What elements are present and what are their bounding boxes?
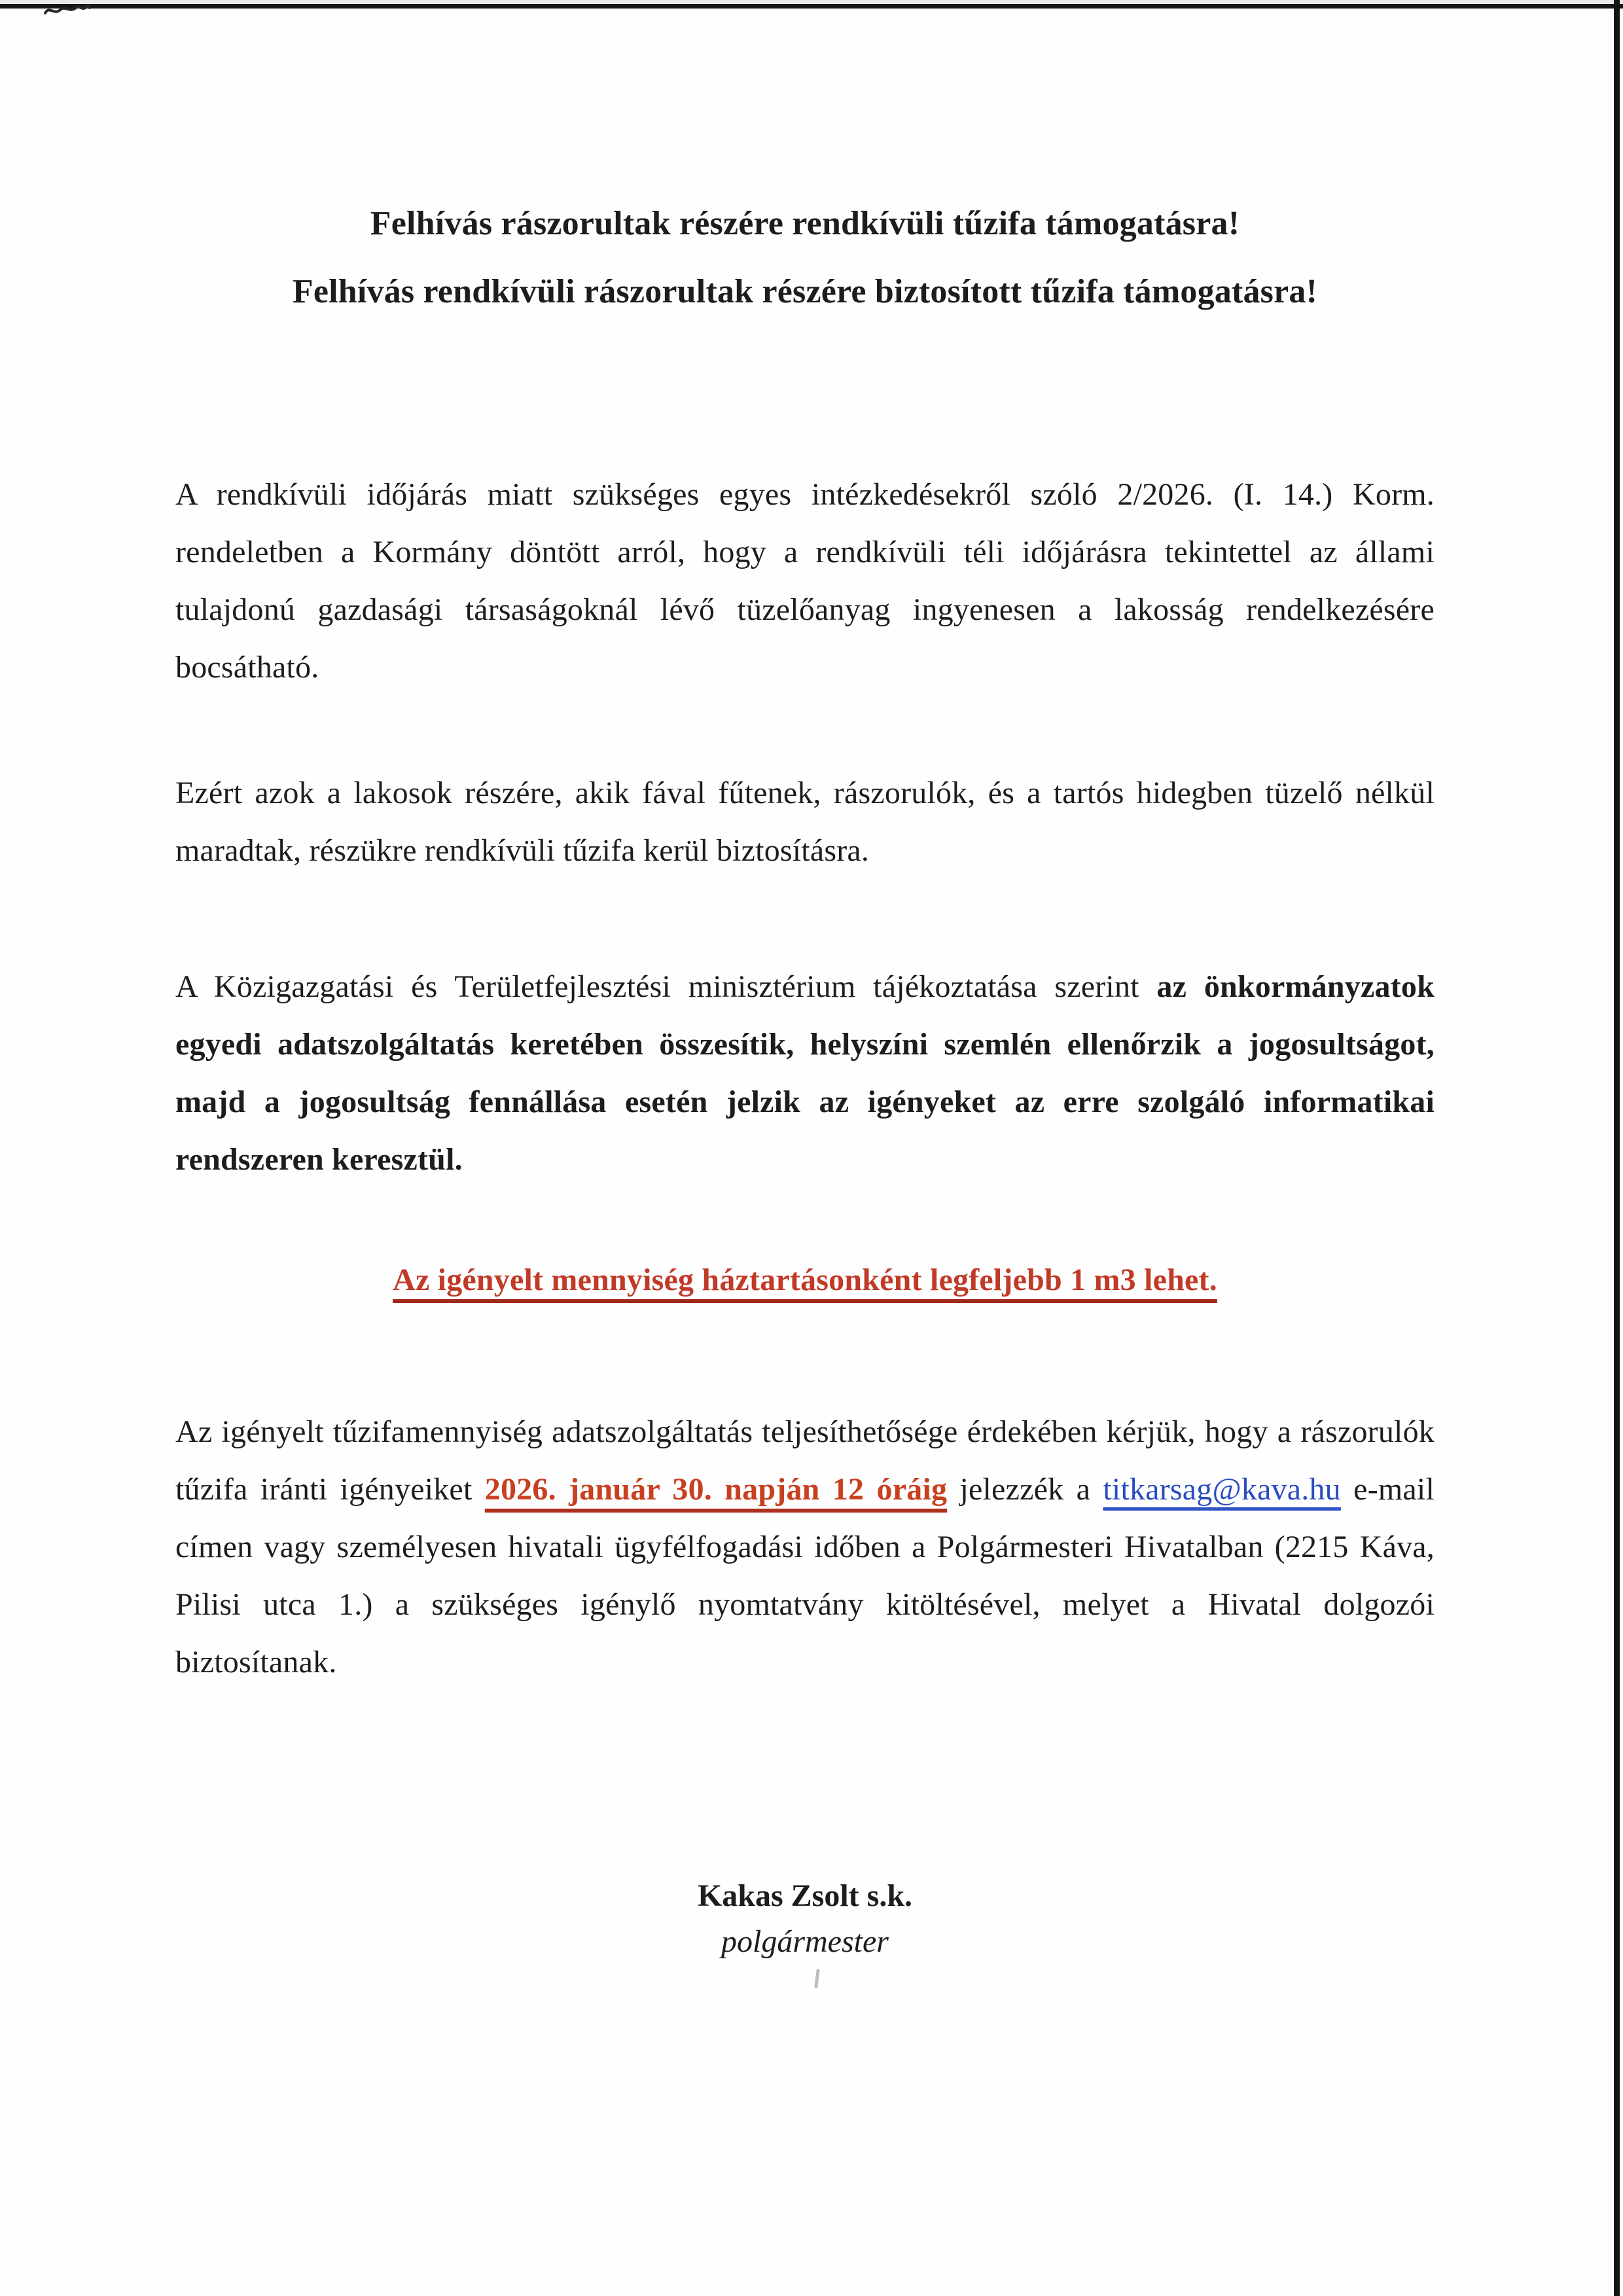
paragraph-ministry-information: [175, 958, 1435, 1189]
highlight-quantity-limit-text: Az igényelt mennyiség háztartásonként legfeljebb 1 m3 lehet.: [393, 1263, 1217, 1297]
scan-right-edge-line: [1614, 0, 1620, 2296]
signature-name: Kakas Zsolt s.k.: [697, 1878, 913, 1913]
scan-speck: [814, 1969, 820, 1988]
request-instructions-end: e-mail címen vagy személyesen hivatali ügyfélfogadási időben a Polgármesteri Hivatalban (2215 Káva, Pilisi utca 1.) a szükséges igénylő nyomtatvány kitöltésével, melyet a Hivatal dolgozói biztosítanak.: [175, 1472, 1435, 1679]
request-instructions-intro: Az igényelt tűzifamennyiség adatszolgáltatás teljesíthetősége érdekében kérjük, hogy a rászorulók tűzifa iránti igényeiket: [175, 1414, 1435, 1507]
request-deadline-text: 2026. január 30. napján 12 óráig: [484, 1472, 948, 1507]
document-title-line2: Felhívás rendkívüli rászorultak részére biztosított tűzifa támogatásra!: [292, 273, 1318, 310]
scan-top-edge-line: [0, 4, 1623, 9]
scan-top-edge-shadow: [0, 0, 1623, 3]
paragraph-ministry-normal-text: A Közigazgatási és Területfejlesztési minisztérium tájékoztatása szerint: [175, 969, 1157, 1004]
paragraph-government-decree: A rendkívüli időjárás miatt szükséges egyes intézkedésekről szóló 2/2026. (I. 14.) Korm. rendeletben a Kormány döntött arról, hogy a rendkívüli téli időjárásra tekintettel az állami tulajdonú gazdasági társaságoknál lévő tüzelőanyag ingyenesen a lakosság rendelkezésére bocsátható.: [175, 477, 1435, 685]
document-title-line1: Felhívás rászorultak részére rendkívüli tűzifa támogatásra!: [370, 205, 1240, 242]
paragraph-ministry-bold-text: az önkormányzatok egyedi adatszolgáltatás keretében összesítik, helyszíni szemlén ellenőrzik a jogosultságot, majd a jogosultság fennállása esetén jelzik az igényeket az erre szolgáló informatikai rendszeren keresztül.: [175, 969, 1435, 1177]
highlight-quantity-row: [175, 1251, 1435, 1309]
request-instructions-mid: jelezzék a: [947, 1472, 1103, 1507]
contact-email-text: titkarsag@kava.hu: [1103, 1472, 1341, 1507]
pen-squiggle-mark: [43, 1, 92, 18]
signature-block: [175, 1873, 1435, 1965]
signature-role: polgármester: [721, 1924, 889, 1959]
paragraph-request-instructions: [175, 1403, 1435, 1691]
paragraph-eligible-residents: Ezért azok a lakosok részére, akik fával fűtenek, rászorulók, és a tartós hidegben tüzelő nélkül maradtak, részükre rendkívüli tűzifa kerül biztosításra.: [175, 776, 1435, 868]
